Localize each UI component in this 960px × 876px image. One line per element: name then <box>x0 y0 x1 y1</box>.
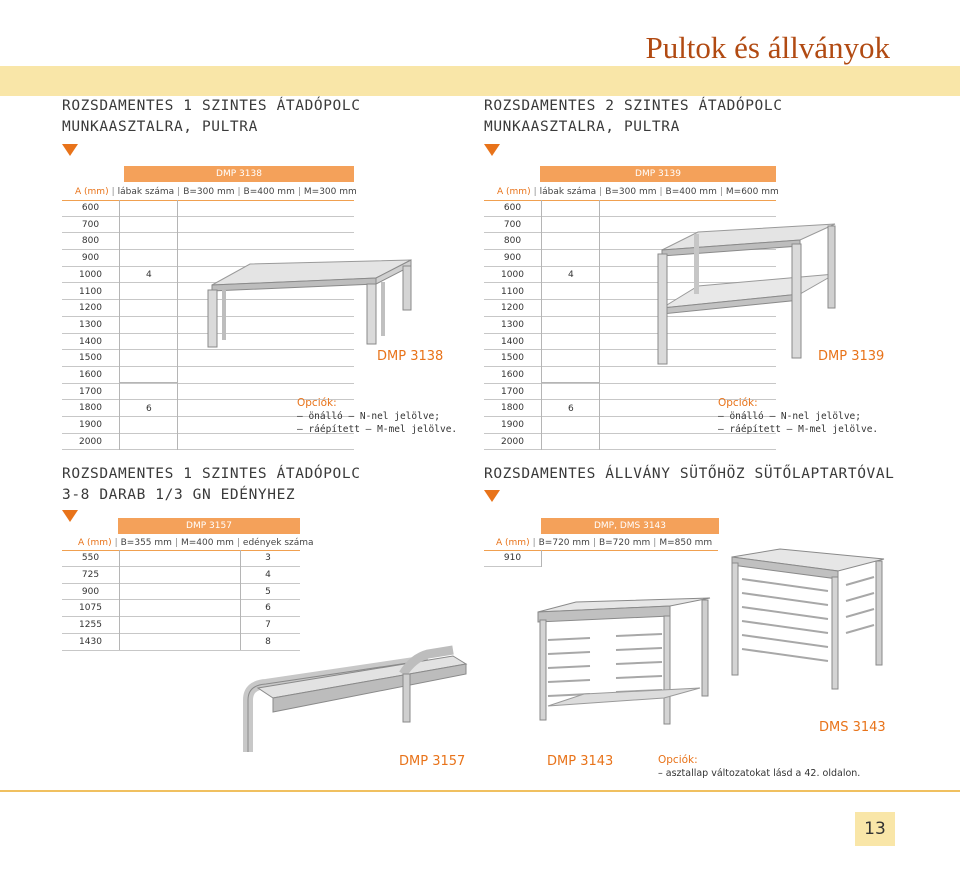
arrow-down-icon <box>484 490 500 502</box>
table-row <box>62 617 300 634</box>
section-title-dmp3143: ROZSDAMENTES ÁLLVÁNY SÜTŐHÖZ SÜTŐLAPTARTÓVAL <box>484 466 895 482</box>
size-value: 1900 <box>501 420 524 431</box>
table-column-header: DMP 3138 <box>124 166 354 182</box>
table-column-header: DMP 3139 <box>540 166 776 182</box>
size-value: 1800 <box>79 403 102 414</box>
product-image-dmp3143 <box>530 594 715 729</box>
table-row <box>62 350 354 367</box>
size-value: 910 <box>503 553 522 563</box>
table-row <box>62 550 300 567</box>
table-labels: A (mm) | B=720 mm | B=720 mm | M=850 mm <box>496 538 713 548</box>
option-item: – ráépített – M-mel jelölve. <box>718 424 879 435</box>
table-row <box>62 367 354 384</box>
size-value: 1700 <box>79 386 102 397</box>
table-row <box>484 367 776 384</box>
size-value: 900 <box>503 253 522 264</box>
size-value: 1075 <box>79 603 102 614</box>
option-item: – asztallap változatokat lásd a 42. oldalon. <box>658 768 861 779</box>
size-value: 1255 <box>79 620 102 631</box>
table-labels: A (mm) | lábak száma | B=300 mm | B=400 mm | M=300 mm <box>75 187 357 197</box>
size-value: 1430 <box>79 637 102 647</box>
size-value: 1200 <box>501 303 524 314</box>
header-band <box>0 66 960 96</box>
divider <box>541 200 542 450</box>
table-row <box>62 434 354 451</box>
table-column-header: DMP, DMS 3143 <box>541 518 719 534</box>
divider <box>240 550 241 650</box>
size-value: 900 <box>81 253 100 264</box>
size-value: 1200 <box>79 303 102 314</box>
size-value: 1500 <box>79 353 102 364</box>
divider <box>177 200 178 450</box>
table-row <box>62 217 354 234</box>
container-count: 3 <box>265 553 271 563</box>
size-value: 1400 <box>501 336 524 347</box>
divider <box>119 200 120 450</box>
size-value: 1900 <box>79 420 102 431</box>
section-title-dmp3157: ROZSDAMENTES 1 SZINTES ÁTADÓPOLC 3-8 DARAB 1/3 GN EDÉNYHEZ <box>62 466 361 503</box>
section-title-dmp3138: ROZSDAMENTES 1 SZINTES ÁTADÓPOLC MUNKAASZTALRA, PULTRA <box>62 98 361 135</box>
divider <box>119 550 120 650</box>
table-column-header: DMP 3157 <box>118 518 300 534</box>
container-count: 5 <box>265 586 271 597</box>
size-value: 600 <box>503 203 522 213</box>
options-label: Opciók: <box>718 397 758 409</box>
model-label: DMP 3157 <box>399 754 466 769</box>
size-value: 725 <box>81 569 100 580</box>
size-value: 1400 <box>79 336 102 347</box>
size-value: 900 <box>81 586 100 597</box>
size-value: 1000 <box>79 269 102 280</box>
option-item: – önálló – N-nel jelölve; <box>297 411 440 422</box>
option-item: – ráépített – M-mel jelölve. <box>297 424 458 435</box>
page-number: 13 <box>855 812 895 846</box>
product-image-dmp3138 <box>200 250 415 350</box>
arrow-down-icon <box>62 144 78 156</box>
options-label: Opciók: <box>658 754 698 766</box>
product-image-dmp3157 <box>228 640 473 760</box>
table-row <box>62 233 354 250</box>
divider <box>119 382 177 383</box>
product-image-dms3143 <box>728 545 888 695</box>
table-row <box>62 200 354 217</box>
size-value: 800 <box>503 236 522 247</box>
size-value: 1300 <box>501 319 524 330</box>
page-title: Pultok és állványok <box>645 30 890 65</box>
size-value: 700 <box>503 219 522 230</box>
size-value: 1700 <box>501 386 524 397</box>
model-label: DMP 3139 <box>818 349 885 364</box>
size-value: 700 <box>81 219 100 230</box>
model-label: DMP 3143 <box>547 754 614 769</box>
size-value: 1000 <box>501 269 524 280</box>
size-value: 1600 <box>501 370 524 380</box>
size-value: 2000 <box>501 436 524 447</box>
product-image-dmp3139 <box>650 208 840 368</box>
size-value: 600 <box>81 203 100 213</box>
table-labels: A (mm) | B=355 mm | M=400 mm | edények száma <box>78 538 314 548</box>
divider <box>541 382 599 383</box>
table-row <box>62 584 300 601</box>
arrow-down-icon <box>484 144 500 156</box>
model-label: DMS 3143 <box>819 720 886 735</box>
size-value: 1100 <box>501 286 524 297</box>
legs-count: 4 <box>568 270 574 280</box>
model-label: DMP 3138 <box>377 349 444 364</box>
footer-divider <box>0 790 960 792</box>
size-value: 2000 <box>79 436 102 447</box>
size-value: 1600 <box>79 370 102 380</box>
container-count: 8 <box>265 637 271 647</box>
size-value: 550 <box>81 553 100 563</box>
arrow-down-icon <box>62 510 78 522</box>
legs-count: 4 <box>146 270 152 280</box>
size-value: 1100 <box>79 286 102 297</box>
table-row <box>484 434 776 451</box>
container-count: 7 <box>265 620 271 631</box>
table-row <box>62 600 300 617</box>
size-value: 800 <box>81 236 100 247</box>
table-row <box>62 567 300 584</box>
table-labels: A (mm) | lábak száma | B=300 mm | B=400 mm | M=600 mm <box>497 187 779 197</box>
container-count: 4 <box>265 569 271 580</box>
table-row <box>484 550 542 567</box>
size-value: 1800 <box>501 403 524 414</box>
legs-count: 6 <box>146 404 152 414</box>
size-value: 1500 <box>501 353 524 364</box>
section-title-dmp3139: ROZSDAMENTES 2 SZINTES ÁTADÓPOLC MUNKAASZTALRA, PULTRA <box>484 98 783 135</box>
option-item: – önálló – N-nel jelölve; <box>718 411 861 422</box>
options-label: Opciók: <box>297 397 337 409</box>
container-count: 6 <box>265 603 271 614</box>
divider <box>599 200 600 450</box>
size-value: 1300 <box>79 319 102 330</box>
legs-count: 6 <box>568 404 574 414</box>
divider <box>541 550 542 567</box>
